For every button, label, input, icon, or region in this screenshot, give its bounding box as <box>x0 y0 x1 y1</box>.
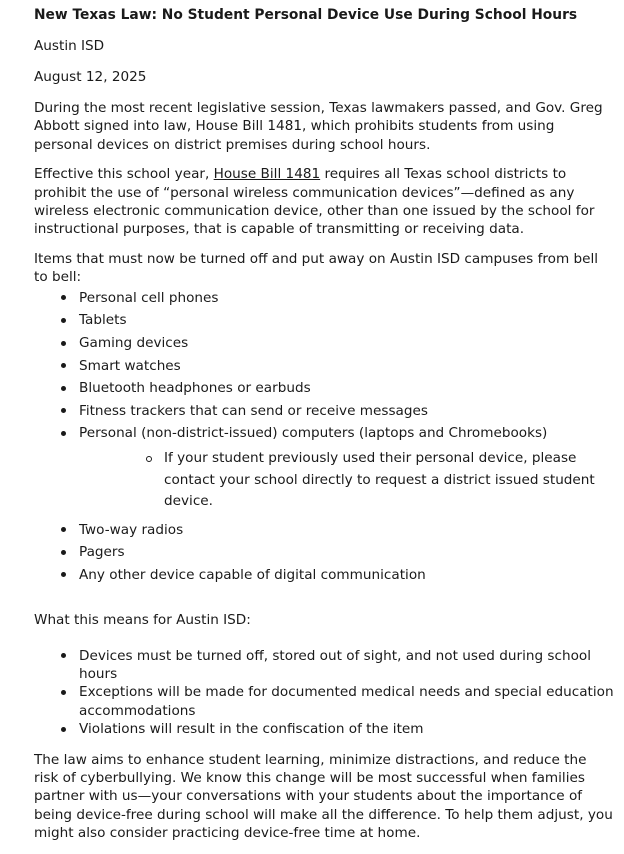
means-heading: What this means for Austin ISD: <box>34 611 251 628</box>
list-item: Bluetooth headphones or earbuds <box>34 377 614 400</box>
sub-list <box>79 448 614 513</box>
list-item: Smart watches <box>34 355 614 378</box>
article-title: New Texas Law: No Student Personal Device Use During School Hours <box>34 7 578 23</box>
list-item: Any other device capable of digital communication <box>34 564 614 587</box>
list-item: Tablets <box>34 309 614 332</box>
prohibited-items-list <box>34 287 614 587</box>
law-description-paragraph <box>34 165 614 239</box>
list-item: Gaming devices <box>34 332 614 355</box>
law-description-suffix: requires all Texas school districts to prohibit the use of “personal wireless communication devices”—defined as any wireless electronic communication device, other than one issued by the school for instructional purposes, that is capable of transmitting or receiving data. <box>34 166 595 238</box>
items-intro: Items that must now be turned off and put away on Austin ISD campuses from bell to bell: <box>34 250 599 285</box>
list-item: Personal cell phones <box>34 287 614 310</box>
list-item: Fitness trackers that can send or receive messages <box>34 400 614 423</box>
list-item <box>34 422 614 512</box>
publish-date: August 12, 2025 <box>34 69 147 85</box>
closing-paragraph: The law aims to enhance student learning, minimize distractions, and reduce the risk of cyberbullying. We know this change will be most successful when families partner with us—your conversations with your students about the importance of being device-free during school will make all the difference. To help them adjust, you might also consider practicing device-free time at home. <box>34 751 613 842</box>
list-item: Pagers <box>34 541 614 564</box>
house-bill-link[interactable]: House Bill 1481 <box>213 166 321 183</box>
article <box>34 6 614 854</box>
means-list <box>34 647 614 739</box>
sub-list-item: If your student previously used their personal device, please contact your school directly to request a district issued student device. <box>79 448 614 513</box>
spacer <box>34 587 614 611</box>
intro-paragraph: During the most recent legislative session, Texas lawmakers passed, and Gov. Greg Abbott signed into law, House Bill 1481, which prohibits students from using personal devices on district premises during school hours. <box>34 100 603 153</box>
organization-name: Austin ISD <box>34 38 105 54</box>
list-item: Devices must be turned off, stored out of sight, and not used during school hours <box>34 647 614 684</box>
list-item: Violations will result in the confiscation of the item <box>34 720 614 738</box>
list-item-text: Personal (non-district-issued) computers (laptops and Chromebooks) <box>79 425 548 442</box>
law-description-prefix: Effective this school year, <box>34 166 214 183</box>
list-item: Two-way radios <box>34 519 614 542</box>
list-item: Exceptions will be made for documented medical needs and special education accommodations <box>34 683 614 720</box>
